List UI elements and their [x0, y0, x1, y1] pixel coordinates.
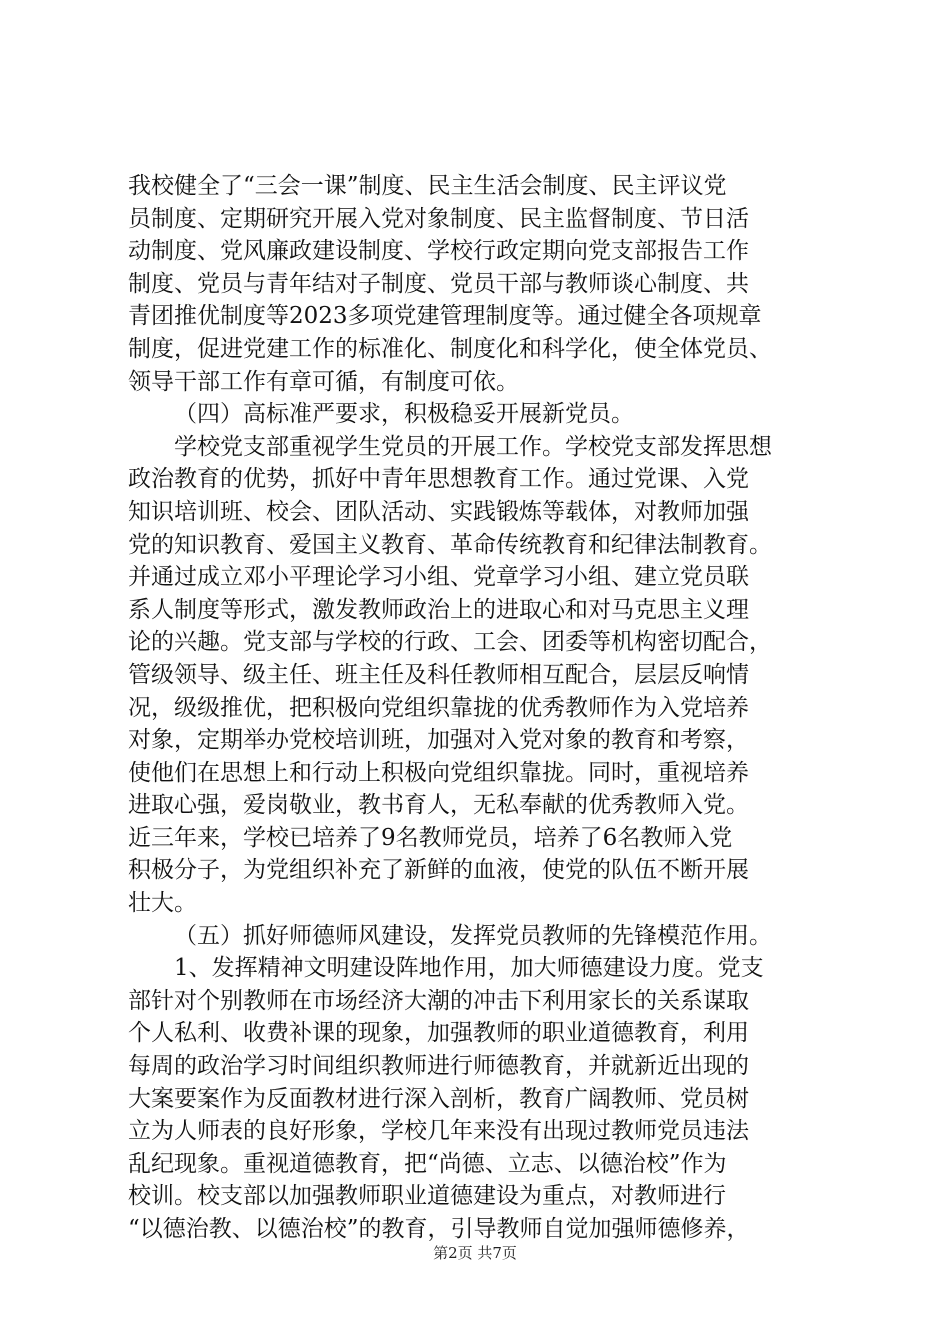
text-line: 壮大。: [128, 890, 197, 917]
text-line: 校训。校支部以加强教师职业道德建设为重点，对教师进行: [128, 1183, 726, 1210]
text-line: 立为人师表的良好形象，学校几年来没有出现过教师党员违法: [128, 1118, 749, 1145]
text-line: 动制度、党风廉政建设制度、学校行政定期向党支部报告工作: [128, 238, 749, 265]
text-line: 部针对个别教师在市场经济大潮的冲击下利用家长的关系谋取: [128, 987, 749, 1014]
text-line: 青团推优制度等2023多项党建管理制度等。通过健全各项规章: [128, 303, 762, 330]
text-line: 1、发挥精神文明建设阵地作用，加大师德建设力度。党支: [174, 955, 764, 982]
text-line: 系人制度等形式，激发教师政治上的进取心和对马克思主义理: [128, 596, 749, 623]
text-line: 领导干部工作有章可循，有制度可依。: [128, 368, 519, 395]
text-line: 知识培训班、校会、团队活动、实践锻炼等载体，对教师加强: [128, 498, 749, 525]
text-line: 对象，定期举办党校培训班，加强对入党对象的教育和考察，: [128, 727, 749, 754]
text-line: 况，级级推优，把积极向党组织靠拢的优秀教师作为入党培养: [128, 694, 749, 721]
text-line: 乱纪现象。重视道德教育，把“尚德、立志、以德治校”作为: [128, 1150, 727, 1177]
document-body: [128, 170, 828, 1246]
text-line: “以德治教、以德治校”的教育，引导教师自觉加强师德修养，: [128, 1216, 750, 1242]
text-line: 进取心强，爱岗敬业，教书育人，无私奉献的优秀教师入党。: [128, 792, 749, 819]
text-line: 学校党支部重视学生党员的开展工作。学校党支部发挥思想: [174, 433, 772, 460]
text-line: 我校健全了“三会一课”制度、民主生活会制度、民主评议党: [128, 173, 727, 199]
text-line: 使他们在思想上和行动上积极向党组织靠拢。同时，重视培养: [128, 759, 749, 786]
text-line: 党的知识教育、爱国主义教育、革命传统教育和纪律法制教育。: [128, 531, 772, 558]
text-line: 管级领导、级主任、班主任及科任教师相互配合，层层反响情: [128, 661, 749, 688]
page-number-footer: 第2页 共7页: [433, 1244, 517, 1262]
text-line: 积极分子，为党组织补充了新鲜的血液，使党的队伍不断开展: [128, 857, 749, 884]
text-line: 政治教育的优势，抓好中青年思想教育工作。通过党课、入党: [128, 466, 749, 493]
text-line: 每周的政治学习时间组织教师进行师德教育，并就新近出现的: [128, 1053, 749, 1080]
text-line: 并通过成立邓小平理论学习小组、党章学习小组、建立党员联: [128, 564, 749, 591]
text-line: 大案要案作为反面教材进行深入剖析，教育广阔教师、党员树: [128, 1085, 749, 1112]
section-heading-five: （五）抓好师德师风建设，发挥党员教师的先锋模范作用。: [174, 922, 772, 949]
text-line: 制度，促进党建工作的标准化、制度化和科学化，使全体党员、: [128, 335, 772, 362]
text-line: 员制度、定期研究开展入党对象制度、民主监督制度、节日活: [128, 205, 749, 232]
section-heading-four: （四）高标准严要求，积极稳妥开展新党员。: [174, 401, 634, 428]
text-line: 个人私利、收费补课的现象，加强教师的职业道德教育，利用: [128, 1020, 749, 1047]
text-line: 制度、党员与青年结对子制度、党员干部与教师谈心制度、共: [128, 270, 749, 297]
text-line: 近三年来，学校已培养了9名教师党员，培养了6名教师入党: [128, 824, 733, 851]
text-line: 论的兴趣。党支部与学校的行政、工会、团委等机构密切配合，: [128, 629, 772, 656]
